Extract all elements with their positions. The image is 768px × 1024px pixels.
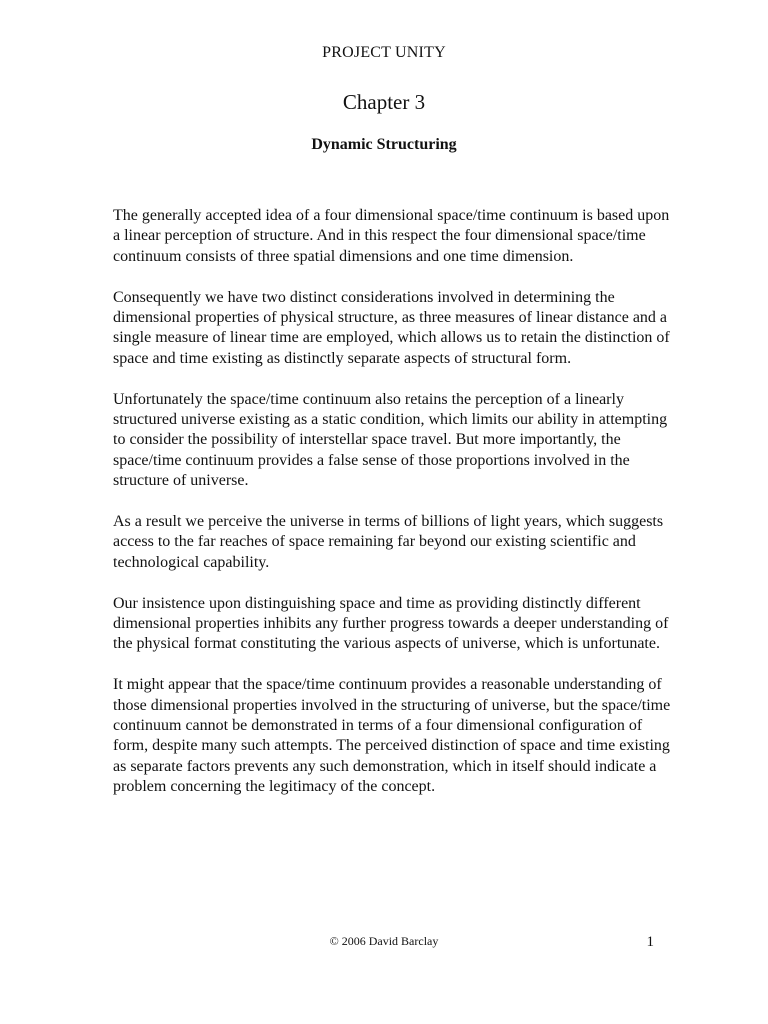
footer-copyright: © 2006 David Barclay (329, 934, 439, 948)
chapter-title: Chapter 3 (342, 90, 426, 114)
section-title: Dynamic Structuring (311, 136, 457, 153)
paragraph-4: As a result we perceive the universe in terms of billions of light years, which suggests access to the far reaches of space remaining far beyond our existing scientific and technological capability. (113, 513, 664, 571)
paragraph-1: The generally accepted idea of a four dimensional space/time continuum is based upon a linear perception of structure. And in this respect the four dimensional space/time continuum consists of three spatial dimensions and one time dimension. (113, 207, 670, 265)
page-number: 1 (646, 934, 654, 950)
paragraph-5: Our insistence upon distinguishing space and time as providing distinctly different dimensional properties inhibits any further progress towards a deeper understanding of the physical format constituting the various aspects of universe, which is unfortunate. (113, 594, 669, 653)
body-text (113, 206, 673, 818)
paragraph-6: It might appear that the space/time continuum provides a reasonable understanding of those dimensional properties involved in the structuring of universe, but the space/time continuum cannot be demonstrated in terms of a four dimensional configuration of form, despite many such attempts. The perceived distinction of space and time existing as separate factors prevents any such demonstration, which in itself should indicate a problem concerning the legitimacy of the concept. (113, 676, 671, 796)
paragraph-2: Consequently we have two distinct considerations involved in determining the dimensional properties of physical structure, as three measures of linear distance and a single measure of linear time are employed, which allows us to retain the distinction of space and time existing as distinctly separate aspects of structural form. (113, 288, 670, 367)
paragraph-3: Unfortunately the space/time continuum also retains the perception of a linearly structured universe existing as a static condition, which limits our ability in attempting to consider the possibility of interstellar space travel. But more importantly, the space/time continuum provides a false sense of those proportions involved in the structure of universe. (113, 390, 668, 490)
running-title: PROJECT UNITY (322, 44, 446, 61)
